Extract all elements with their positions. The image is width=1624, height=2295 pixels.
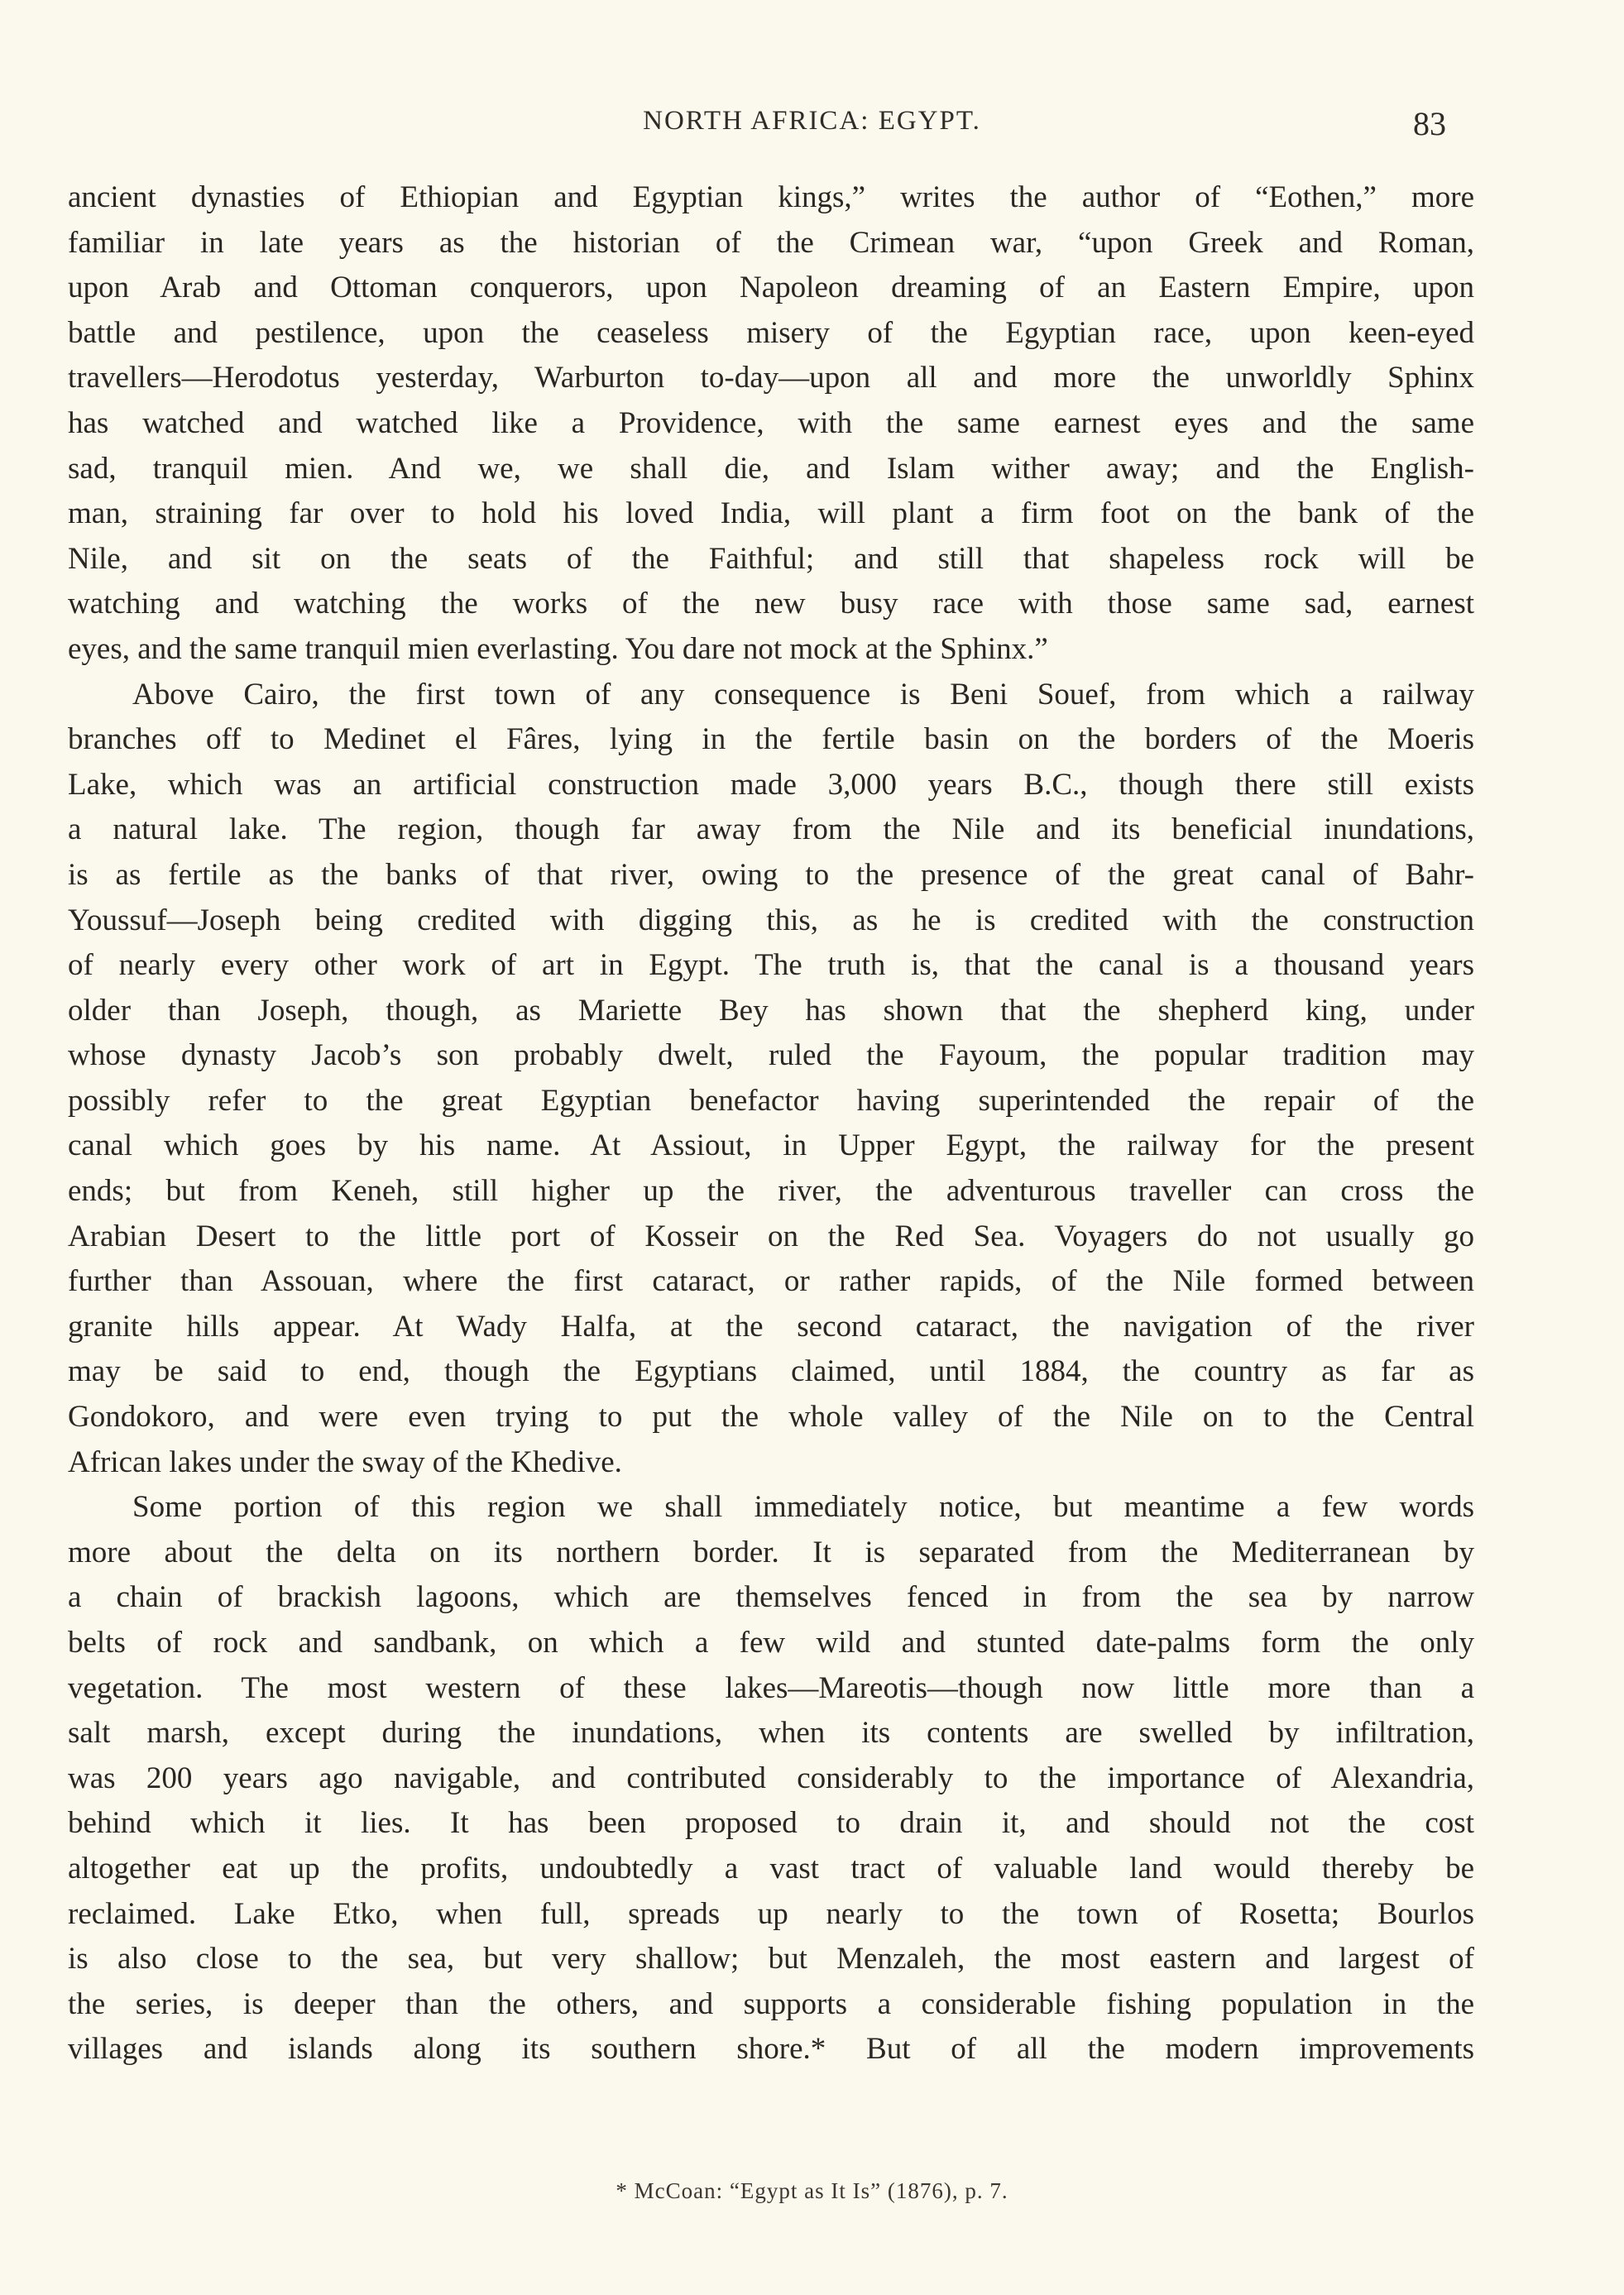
text-line: travellers—Herodotus yesterday, Warburton to-day—upon all and more the unworldly Sphinx xyxy=(68,361,1474,395)
text-line: branches off to Medinet el Fâres, lying in the fertile basin on the borders of the Moeris xyxy=(68,722,1474,757)
footnote: * McCoan: “Egypt as It Is” (1876), p. 7. xyxy=(616,2178,1008,2203)
text-line: vegetation. The most western of these lakes—Mareotis—though now little more than a xyxy=(68,1670,1474,1705)
text-line: behind which it lies. It has been proposed to drain it, and should not the cost xyxy=(68,1806,1474,1841)
text-line: Youssuf—Joseph being credited with digging this, as he is credited with the construction xyxy=(68,903,1474,937)
text-line: salt marsh, except during the inundations, when its contents are swelled by infiltration, xyxy=(68,1716,1474,1751)
text-line: a chain of brackish lagoons, which are themselves fenced in from the sea by narrow xyxy=(68,1580,1474,1615)
text-line: altogether eat up the profits, undoubtedly a vast tract of valuable land would thereby be xyxy=(68,1851,1474,1885)
running-head: NORTH AFRICA: EGYPT. xyxy=(643,106,981,136)
text-line: man, straining far over to hold his loved India, will plant a firm foot on the bank of the xyxy=(68,496,1474,531)
page-header xyxy=(0,106,1624,147)
text-line: Gondokoro, and were even trying to put the whole valley of the Nile on to the Central xyxy=(68,1400,1474,1435)
text-line: battle and pestilence, upon the ceaseless misery of the Egyptian race, upon keen-eyed xyxy=(68,315,1474,350)
paragraph-start-line: Some portion of this region we shall immediately notice, but meantime a few words xyxy=(132,1490,1474,1525)
body-text xyxy=(68,175,1474,2072)
text-line: eyes, and the same tranquil mien everlasting. You dare not mock at the Sphinx.” xyxy=(68,631,1048,666)
text-line: is also close to the sea, but very shallow; but Menzaleh, the most eastern and largest of xyxy=(68,1942,1474,1976)
text-line: watching and watching the works of the new busy race with those same sad, earnest xyxy=(68,587,1474,621)
text-line: was 200 years ago navigable, and contributed considerably to the importance of Alexandria, xyxy=(68,1761,1474,1795)
text-line: sad, tranquil mien. And we, we shall die, and Islam wither away; and the English- xyxy=(68,451,1474,486)
text-line: a natural lake. The region, though far away from the Nile and its beneficial inundations, xyxy=(68,812,1474,847)
text-line: more about the delta on its northern border. It is separated from the Mediterranean by xyxy=(68,1535,1474,1569)
text-line: may be said to end, though the Egyptians claimed, until 1884, the country as far as xyxy=(68,1354,1474,1389)
text-line: Nile, and sit on the seats of the Faithful; and still that shapeless rock will be xyxy=(68,541,1474,576)
text-line: is as fertile as the banks of that river, owing to the presence of the great canal of Bahr- xyxy=(68,857,1474,892)
text-line: reclaimed. Lake Etko, when full, spreads up nearly to the town of Rosetta; Bourlos xyxy=(68,1896,1474,1931)
text-line: ends; but from Keneh, still higher up the river, the adventurous traveller can cross the xyxy=(68,1174,1474,1209)
paragraph-start-line: Above Cairo, the first town of any consequence is Beni Souef, from which a railway xyxy=(132,677,1474,711)
text-line: familiar in late years as the historian of the Crimean war, “upon Greek and Roman, xyxy=(68,225,1474,260)
text-line: whose dynasty Jacob’s son probably dwelt, ruled the Fayoum, the popular tradition may xyxy=(68,1038,1474,1073)
text-line: has watched and watched like a Providence, with the same earnest eyes and the same xyxy=(68,405,1474,440)
text-line: possibly refer to the great Egyptian benefactor having superintended the repair of the xyxy=(68,1083,1474,1118)
text-line: Lake, which was an artificial construction made 3,000 years B.C., though there still exists xyxy=(68,767,1474,802)
text-line: granite hills appear. At Wady Halfa, at the second cataract, the navigation of the river xyxy=(68,1309,1474,1344)
text-line: of nearly every other work of art in Egypt. The truth is, that the canal is a thousand years xyxy=(68,948,1474,983)
text-line: the series, is deeper than the others, and supports a considerable fishing population in the xyxy=(68,1986,1474,2021)
text-line: canal which goes by his name. At Assiout, in Upper Egypt, the railway for the present xyxy=(68,1128,1474,1163)
text-line: upon Arab and Ottoman conquerors, upon Napoleon dreaming of an Eastern Empire, upon xyxy=(68,271,1474,305)
page-number: 83 xyxy=(1413,105,1446,142)
text-line: further than Assouan, where the first cataract, or rather rapids, of the Nile formed between xyxy=(68,1264,1474,1299)
text-line: older than Joseph, though, as Mariette Bey has shown that the shepherd king, under xyxy=(68,993,1474,1028)
text-line: ancient dynasties of Ethiopian and Egyptian kings,” writes the author of “Eothen,” more xyxy=(68,180,1474,214)
text-line: villages and islands along its southern shore.* But of all the modern improvements xyxy=(68,2032,1474,2067)
text-line: belts of rock and sandbank, on which a few wild and stunted date-palms form the only xyxy=(68,1626,1474,1660)
text-line: African lakes under the sway of the Khedive. xyxy=(68,1445,622,1479)
text-line: Arabian Desert to the little port of Kosseir on the Red Sea. Voyagers do not usually go xyxy=(68,1219,1474,1253)
